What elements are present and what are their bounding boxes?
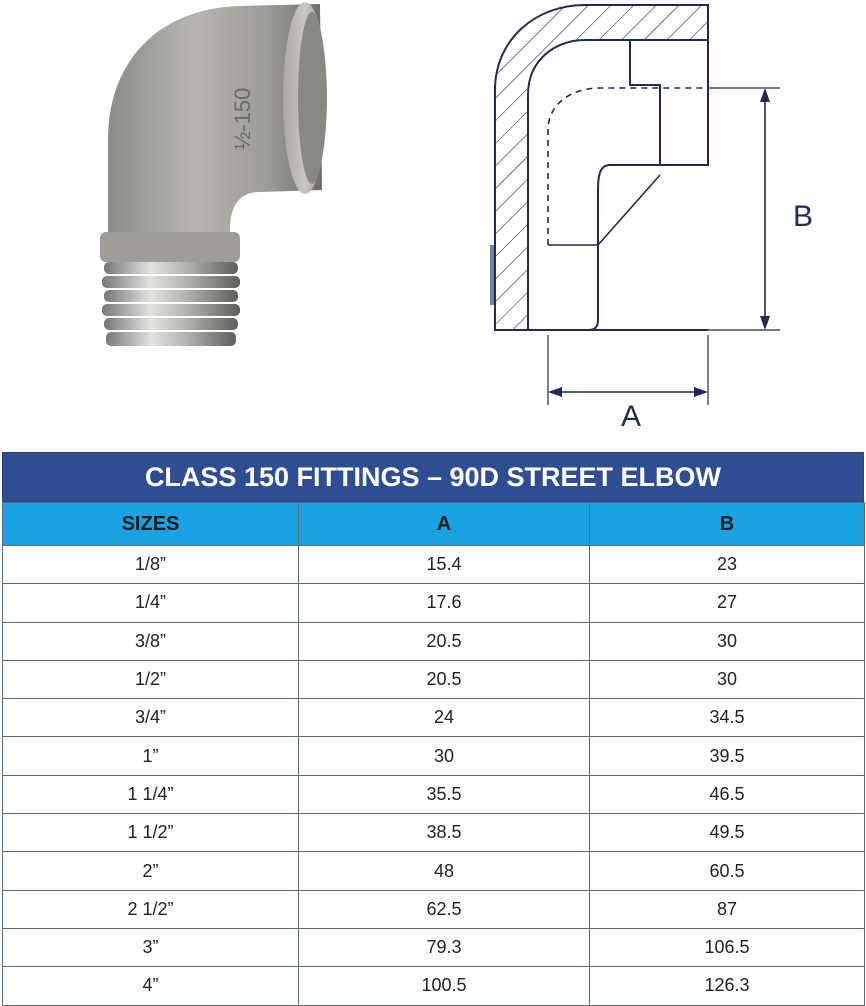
- cell-size: 3/8”: [3, 622, 299, 660]
- cell-b: 106.5: [590, 928, 865, 966]
- cell-a: 15.4: [299, 546, 590, 584]
- cell-size: 4”: [3, 967, 299, 1005]
- table-row: [3, 737, 865, 775]
- product-figure: [0, 0, 866, 450]
- cell-size: 1/8”: [3, 546, 299, 584]
- table-row: [3, 660, 865, 698]
- cell-size: 1 1/4”: [3, 775, 299, 813]
- cell-a: 62.5: [299, 890, 590, 928]
- table-header-row: [3, 503, 865, 546]
- cell-b: 34.5: [590, 699, 865, 737]
- header-sizes: SIZES: [3, 503, 299, 546]
- cell-size: 1/4”: [3, 584, 299, 622]
- table-row: [3, 852, 865, 890]
- dimensions-table: [2, 502, 865, 1006]
- dimensions-table-section: [2, 452, 864, 998]
- cell-b: 23: [590, 546, 865, 584]
- elbow-photo: [90, 0, 340, 370]
- table-row: [3, 699, 865, 737]
- cell-size: 3/4”: [3, 699, 299, 737]
- table-row: [3, 546, 865, 584]
- cell-a: 48: [299, 852, 590, 890]
- cell-b: 126.3: [590, 967, 865, 1005]
- dimension-b-label: B: [793, 200, 814, 233]
- cell-a: 20.5: [299, 660, 590, 698]
- thread-rings: [102, 262, 240, 346]
- cell-a: 17.6: [299, 584, 590, 622]
- cell-b: 49.5: [590, 814, 865, 852]
- cell-b: 60.5: [590, 852, 865, 890]
- table-row: [3, 890, 865, 928]
- photo-marking: ½-150: [230, 87, 255, 150]
- cell-b: 27: [590, 584, 865, 622]
- cell-a: 38.5: [299, 814, 590, 852]
- table-title: CLASS 150 FITTINGS – 90D STREET ELBOW: [2, 452, 864, 502]
- header-b: B: [590, 503, 865, 546]
- dimension-a-label: A: [621, 400, 642, 433]
- cell-a: 35.5: [299, 775, 590, 813]
- cell-b: 30: [590, 660, 865, 698]
- table-row: [3, 928, 865, 966]
- table-row: [3, 814, 865, 852]
- cell-a: 24: [299, 699, 590, 737]
- cell-b: 46.5: [590, 775, 865, 813]
- cell-size: 1 1/2”: [3, 814, 299, 852]
- header-a: A: [299, 503, 590, 546]
- cell-a: 30: [299, 737, 590, 775]
- cell-b: 87: [590, 890, 865, 928]
- table-row: [3, 775, 865, 813]
- cell-b: 39.5: [590, 737, 865, 775]
- cell-size: 3”: [3, 928, 299, 966]
- cell-a: 20.5: [299, 622, 590, 660]
- cell-a: 100.5: [299, 967, 590, 1005]
- table-row: [3, 622, 865, 660]
- cell-size: 2 1/2”: [3, 890, 299, 928]
- cell-size: 1”: [3, 737, 299, 775]
- cell-a: 79.3: [299, 928, 590, 966]
- cell-size: 2”: [3, 852, 299, 890]
- cell-b: 30: [590, 622, 865, 660]
- cell-size: 1/2”: [3, 660, 299, 698]
- table-row: [3, 584, 865, 622]
- table-row: [3, 967, 865, 1005]
